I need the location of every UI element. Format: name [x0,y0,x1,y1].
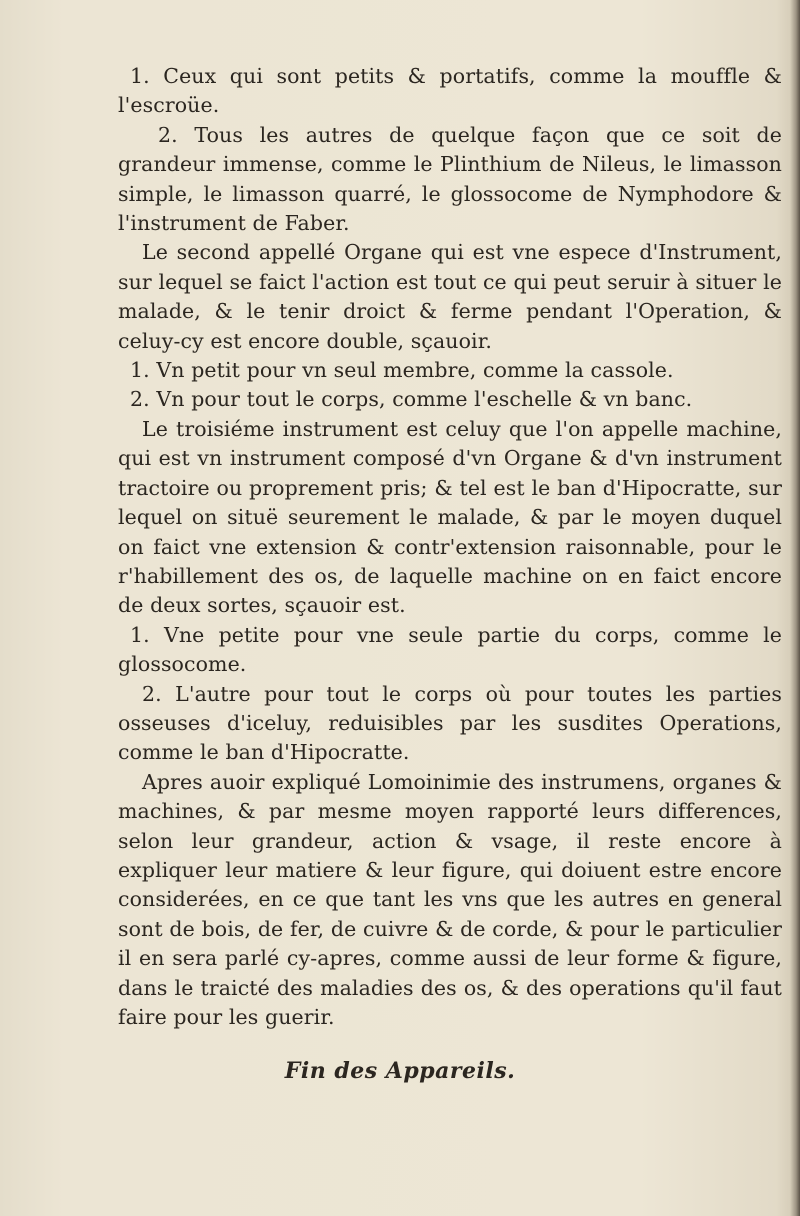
paragraph-1: 1. Ceux qui sont petits & portatifs, comme la mouffle & l'escroüe. [118,64,782,118]
paragraph-3: Le second appellé Organe qui est vne espece d'Instrument, sur lequel se faict l'action est tout ce qui peut seruir à situer le malade, & le tenir droict & ferme pendant l'Operation, & celuy-cy est encore double, sçauoir. [118,240,782,353]
end-title: Fin des Appareils. [284,1058,516,1084]
paragraph-2: 2. Tous les autres de quelque façon que ce soit de grandeur immense, comme le Plinthium de Nileus, le limasson simple, le limasson quarré, le glossocome de Nymphodore & l'instrument de Faber. [118,122,782,236]
paragraph-9: Apres auoir expliqué Lomoinimie des instrumens, organes & machines, & par mesme moyen rapporté leurs differences, selon leur grandeur, action & vsage, il reste encore à expliquer leur matiere & leur figure, qui doiuent estre encore considerées, en ce que tant les vns que les autres en general sont de bois, de fer, de cuivre & de corde, & pour le particulier il en sera parlé cy-apres, comme aussi de leur forme & figure, dans le traicté des maladies des os, & des operations qu'il faut faire pour les guerir. [118,769,782,1029]
page-edge-shadow [790,0,800,1216]
paragraph-4: 1. Vn petit pour vn seul membre, comme la cassole. [130,358,674,383]
paragraph-8: 2. L'autre pour tout le corps où pour toutes les parties osseuses d'iceluy, reduisibles par les susdites Operations, comme le ban d'Hipocratte. [118,681,782,765]
paragraph-6: Le troisiéme instrument est celuy que l'on appelle machine, qui est vn instrument composé d'vn Organe & d'vn instrument tractoire ou proprement pris; & tel est le ban d'Hipocratte, sur lequel on situë seurement le malade, & par le moyen duquel on faict vne extension & contr'extension raisonnable, pour le r'habillement des os, de laquelle machine on en faict encore de deux sortes, sçauoir est. [118,416,782,618]
page-text [118,62,782,1032]
paragraph-5: 2. Vn pour tout le corps, comme l'eschelle & vn banc. [130,387,693,412]
paragraph-7: 1. Vne petite pour vne seule partie du corps, comme le glossocome. [118,622,782,677]
